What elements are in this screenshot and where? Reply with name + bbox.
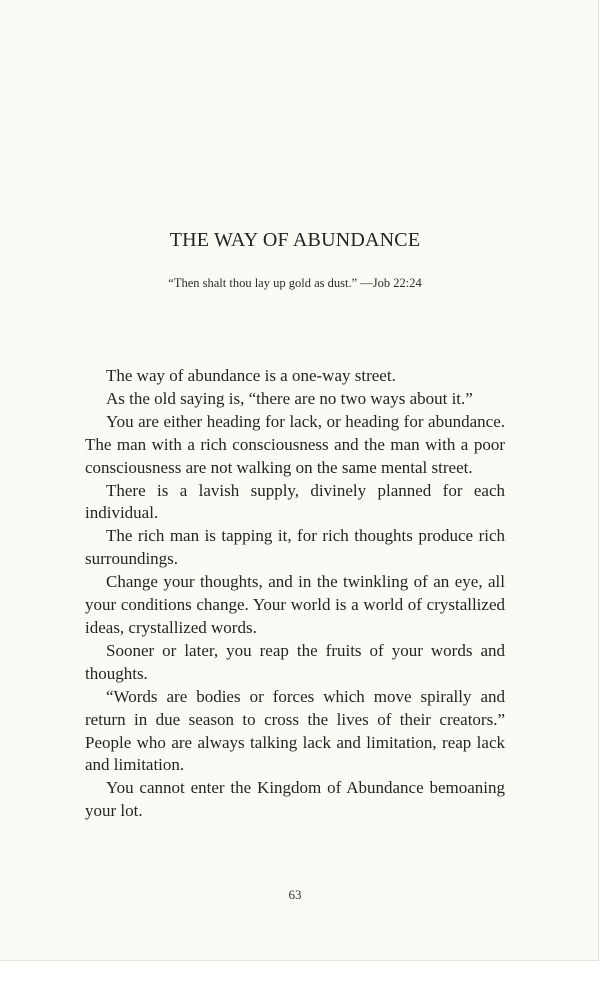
paragraph: There is a lavish supply, divinely planned for each individual. — [85, 480, 505, 523]
paragraph: “Words are bodies or forces which move spirally and return in due season to cross the lives of their creators.” People who are always talking lack and limitation, reap lack and limitation. — [85, 686, 505, 775]
chapter-title: THE WAY OF ABUNDANCE — [169, 229, 421, 251]
paragraph: The way of abundance is a one-way street. — [106, 366, 396, 385]
paragraph: You cannot enter the Kingdom of Abundance bemoaning your lot. — [85, 778, 505, 821]
body-text — [85, 365, 505, 823]
paragraph: As the old saying is, “there are no two ways about it.” — [106, 388, 473, 408]
paragraph: The rich man is tapping it, for rich thoughts produce rich surroundings. — [85, 526, 505, 569]
chapter-epigraph: “Then shalt thou lay up gold as dust.” —Job 22:24 — [168, 276, 422, 290]
paragraph: Change your thoughts, and in the twinkling of an eye, all your conditions change. Your world is a world of crystallized ideas, crystallized words. — [85, 572, 505, 637]
paragraph: Sooner or later, you reap the fruits of your words and thoughts. — [85, 640, 505, 683]
page-number: 63 — [288, 887, 302, 902]
paragraph: You are either heading for lack, or heading for abundance. The man with a rich consciousness and the man with a poor consciousness are not walking on the same mental street. — [85, 411, 505, 477]
